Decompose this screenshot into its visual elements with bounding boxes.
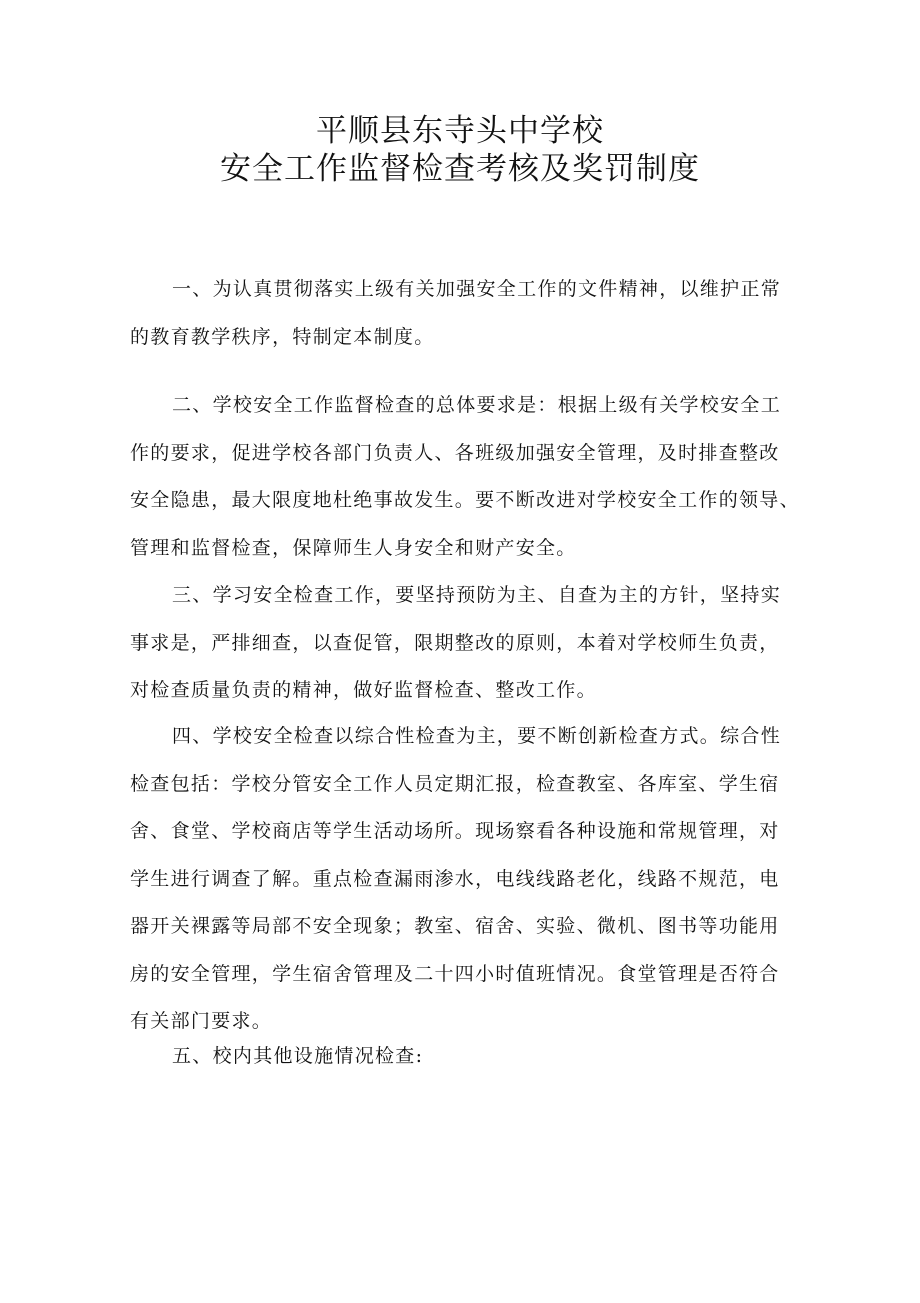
paragraph-line: 舍、食堂、学校商店等学生活动场所。现场察看各种设施和常规管理，对 (130, 820, 780, 842)
paragraph-line: 器开关裸露等局部不安全现象；教室、宿舍、实验、微机、图书等功能用 (130, 915, 780, 937)
paragraph-line: 检查包括：学校分管安全工作人员定期汇报，检查教室、各库室、学生宿 (130, 772, 780, 795)
paragraph-line: 五、校内其他设施情况检查: (172, 1045, 424, 1067)
paragraph-line: 房的安全管理，学生宿舍管理及二十四小时值班情况。食堂管理是否符合 (130, 962, 780, 985)
paragraph-5 (130, 1033, 760, 1081)
document-title (0, 112, 920, 188)
paragraph-line: 有关部门要求。 (130, 1010, 273, 1032)
paragraph-line: 对检查质量负责的精神，做好监督检查、整改工作。 (130, 679, 597, 701)
paragraph-4 (130, 713, 782, 1046)
paragraph-1 (130, 266, 782, 361)
paragraph-line: 事求是，严排细查，以查促管，限期整改的原则，本着对学校师生负责， (130, 631, 780, 654)
paragraph-2 (130, 382, 800, 572)
paragraph-line: 四、学校安全检查以综合性检查为主，要不断创新检查方式。综合性 (172, 725, 782, 747)
paragraph-line: 三、学习安全检查工作，要坚持预防为主、自查为主的方针，坚持实 (172, 584, 782, 606)
paragraph-line: 管理和监督检查，保障师生人身安全和财产安全。 (130, 536, 577, 559)
paragraph-line: 二、学校安全工作监督检查的总体要求是：根据上级有关学校安全工 (172, 394, 782, 416)
paragraph-line: 作的要求，促进学校各部门负责人、各班级加强安全管理，及时排查整改 (130, 441, 780, 464)
paragraph-line: 的教育教学秩序，特制定本制度。 (130, 325, 435, 348)
title-regulation-name: 安全工作监督检查考核及奖罚制度 (220, 151, 700, 187)
paragraph-3 (130, 572, 782, 715)
paragraph-line: 安全隐患，最大限度地杜绝事故发生。要不断改进对学校安全工作的领导、 (130, 489, 800, 511)
title-school-name: 平顺县东寺头中学校 (316, 113, 604, 149)
paragraph-line: 一、为认真贯彻落实上级有关加强安全工作的文件精神，以维护正常 (172, 278, 782, 300)
paragraph-line: 学生进行调查了解。重点检查漏雨渗水，电线线路老化，线路不规范，电 (130, 867, 780, 890)
